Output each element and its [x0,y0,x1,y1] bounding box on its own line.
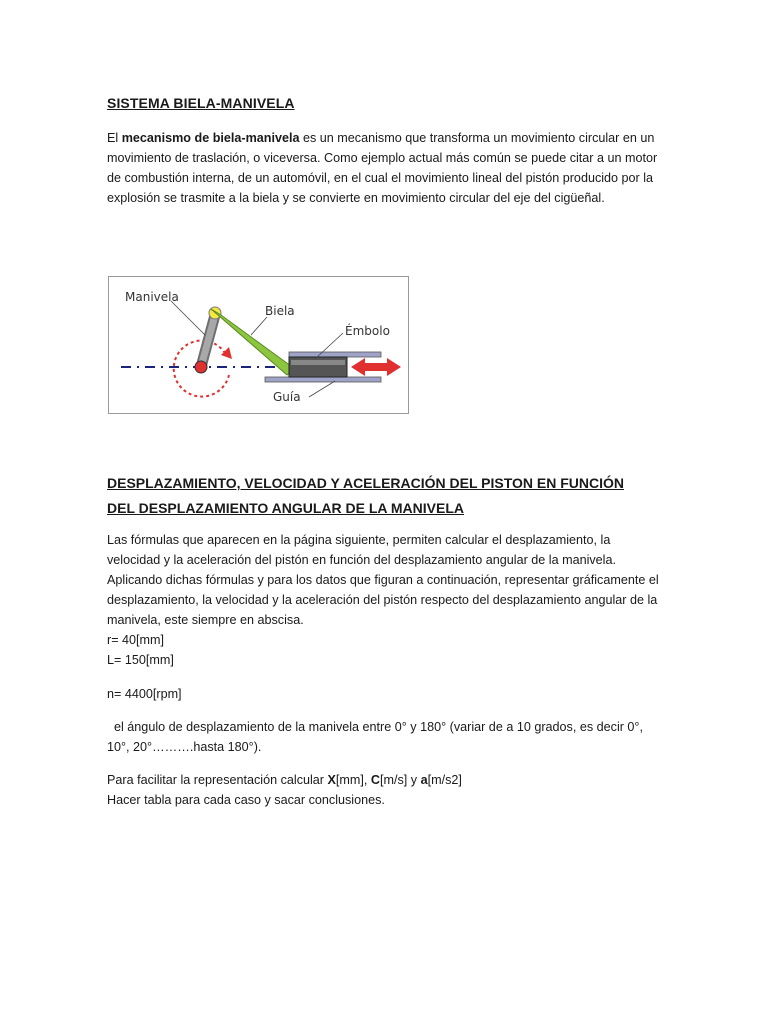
intro-bold-term: mecanismo de biela-manivela [121,131,300,145]
calc-x: X [327,773,336,787]
angle-paragraph: el ángulo de desplazamiento de la manivela entre 0° y 180° (variar de a 10 grados, es decir 0°, 10°, 20°……….hasta 180°). [107,720,647,754]
calc-c: C [370,773,380,787]
calc-line: Para facilitar la representación calcular X[mm], C[m/s] y a[m/s2] [107,773,462,787]
param-n: n= 4400[rpm] [107,687,182,701]
param-L: L= 150[mm] [107,653,174,667]
calc-a: a [420,773,428,787]
crank-pivot [195,361,207,373]
label-guia: Guía [273,390,301,404]
crank-mechanism-figure [108,276,409,414]
connecting-rod [211,309,295,375]
section-title-line1: DESPLAZAMIENTO, VELOCIDAD Y ACELERACIÓN DEL PISTON EN FUNCIÓN [107,475,625,491]
guide-bottom [265,377,381,382]
section-title-desplazamiento [107,471,687,521]
section-title-biela-manivela: SISTEMA BIELA-MANIVELA [107,95,295,111]
label-embolo: Émbolo [345,324,390,338]
guide-top [289,352,381,357]
intro-paragraph [107,128,667,208]
crank-mechanism-diagram [109,277,408,413]
double-arrow [351,358,401,376]
formulas-paragraph: Las fórmulas que aparecen en la página siguiente, permiten calcular el desplazamiento, la velocidad y la aceleración del pistón en función del desplazamiento angular de la manivela. Aplicando dichas fórmulas y para los datos que figuran a continuación, representar gráficamente el desplazamiento, la velocidad y la aceleración del pistón respecto del desplazamiento angular de la manivela, este siempre en abscisa. [107,533,659,627]
table-instruction: Hacer tabla para cada caso y sacar conclusiones. [107,793,385,807]
intro-prefix: El [107,131,122,145]
intro-body: es un mecanismo que transforma un movimiento circular en un movimiento de traslación, o viceversa. Como ejemplo actual más común se puede citar a un motor de combustión interna, de un automóvil, en el cual el movimiento lineal del pistón producido por la explosión se trasmite a la biela y se convierte en movimiento circular del eje del cigüeñal. [107,131,658,205]
section-title-line2: DEL DESPLAZAMIENTO ANGULAR DE LA MANIVELA [107,500,465,516]
label-manivela: Manivela [125,290,179,304]
param-r: r= 40[mm] [107,633,165,647]
rotation-arrowhead [221,347,232,359]
calc-paragraph [107,770,667,810]
label-biela: Biela [265,304,295,318]
